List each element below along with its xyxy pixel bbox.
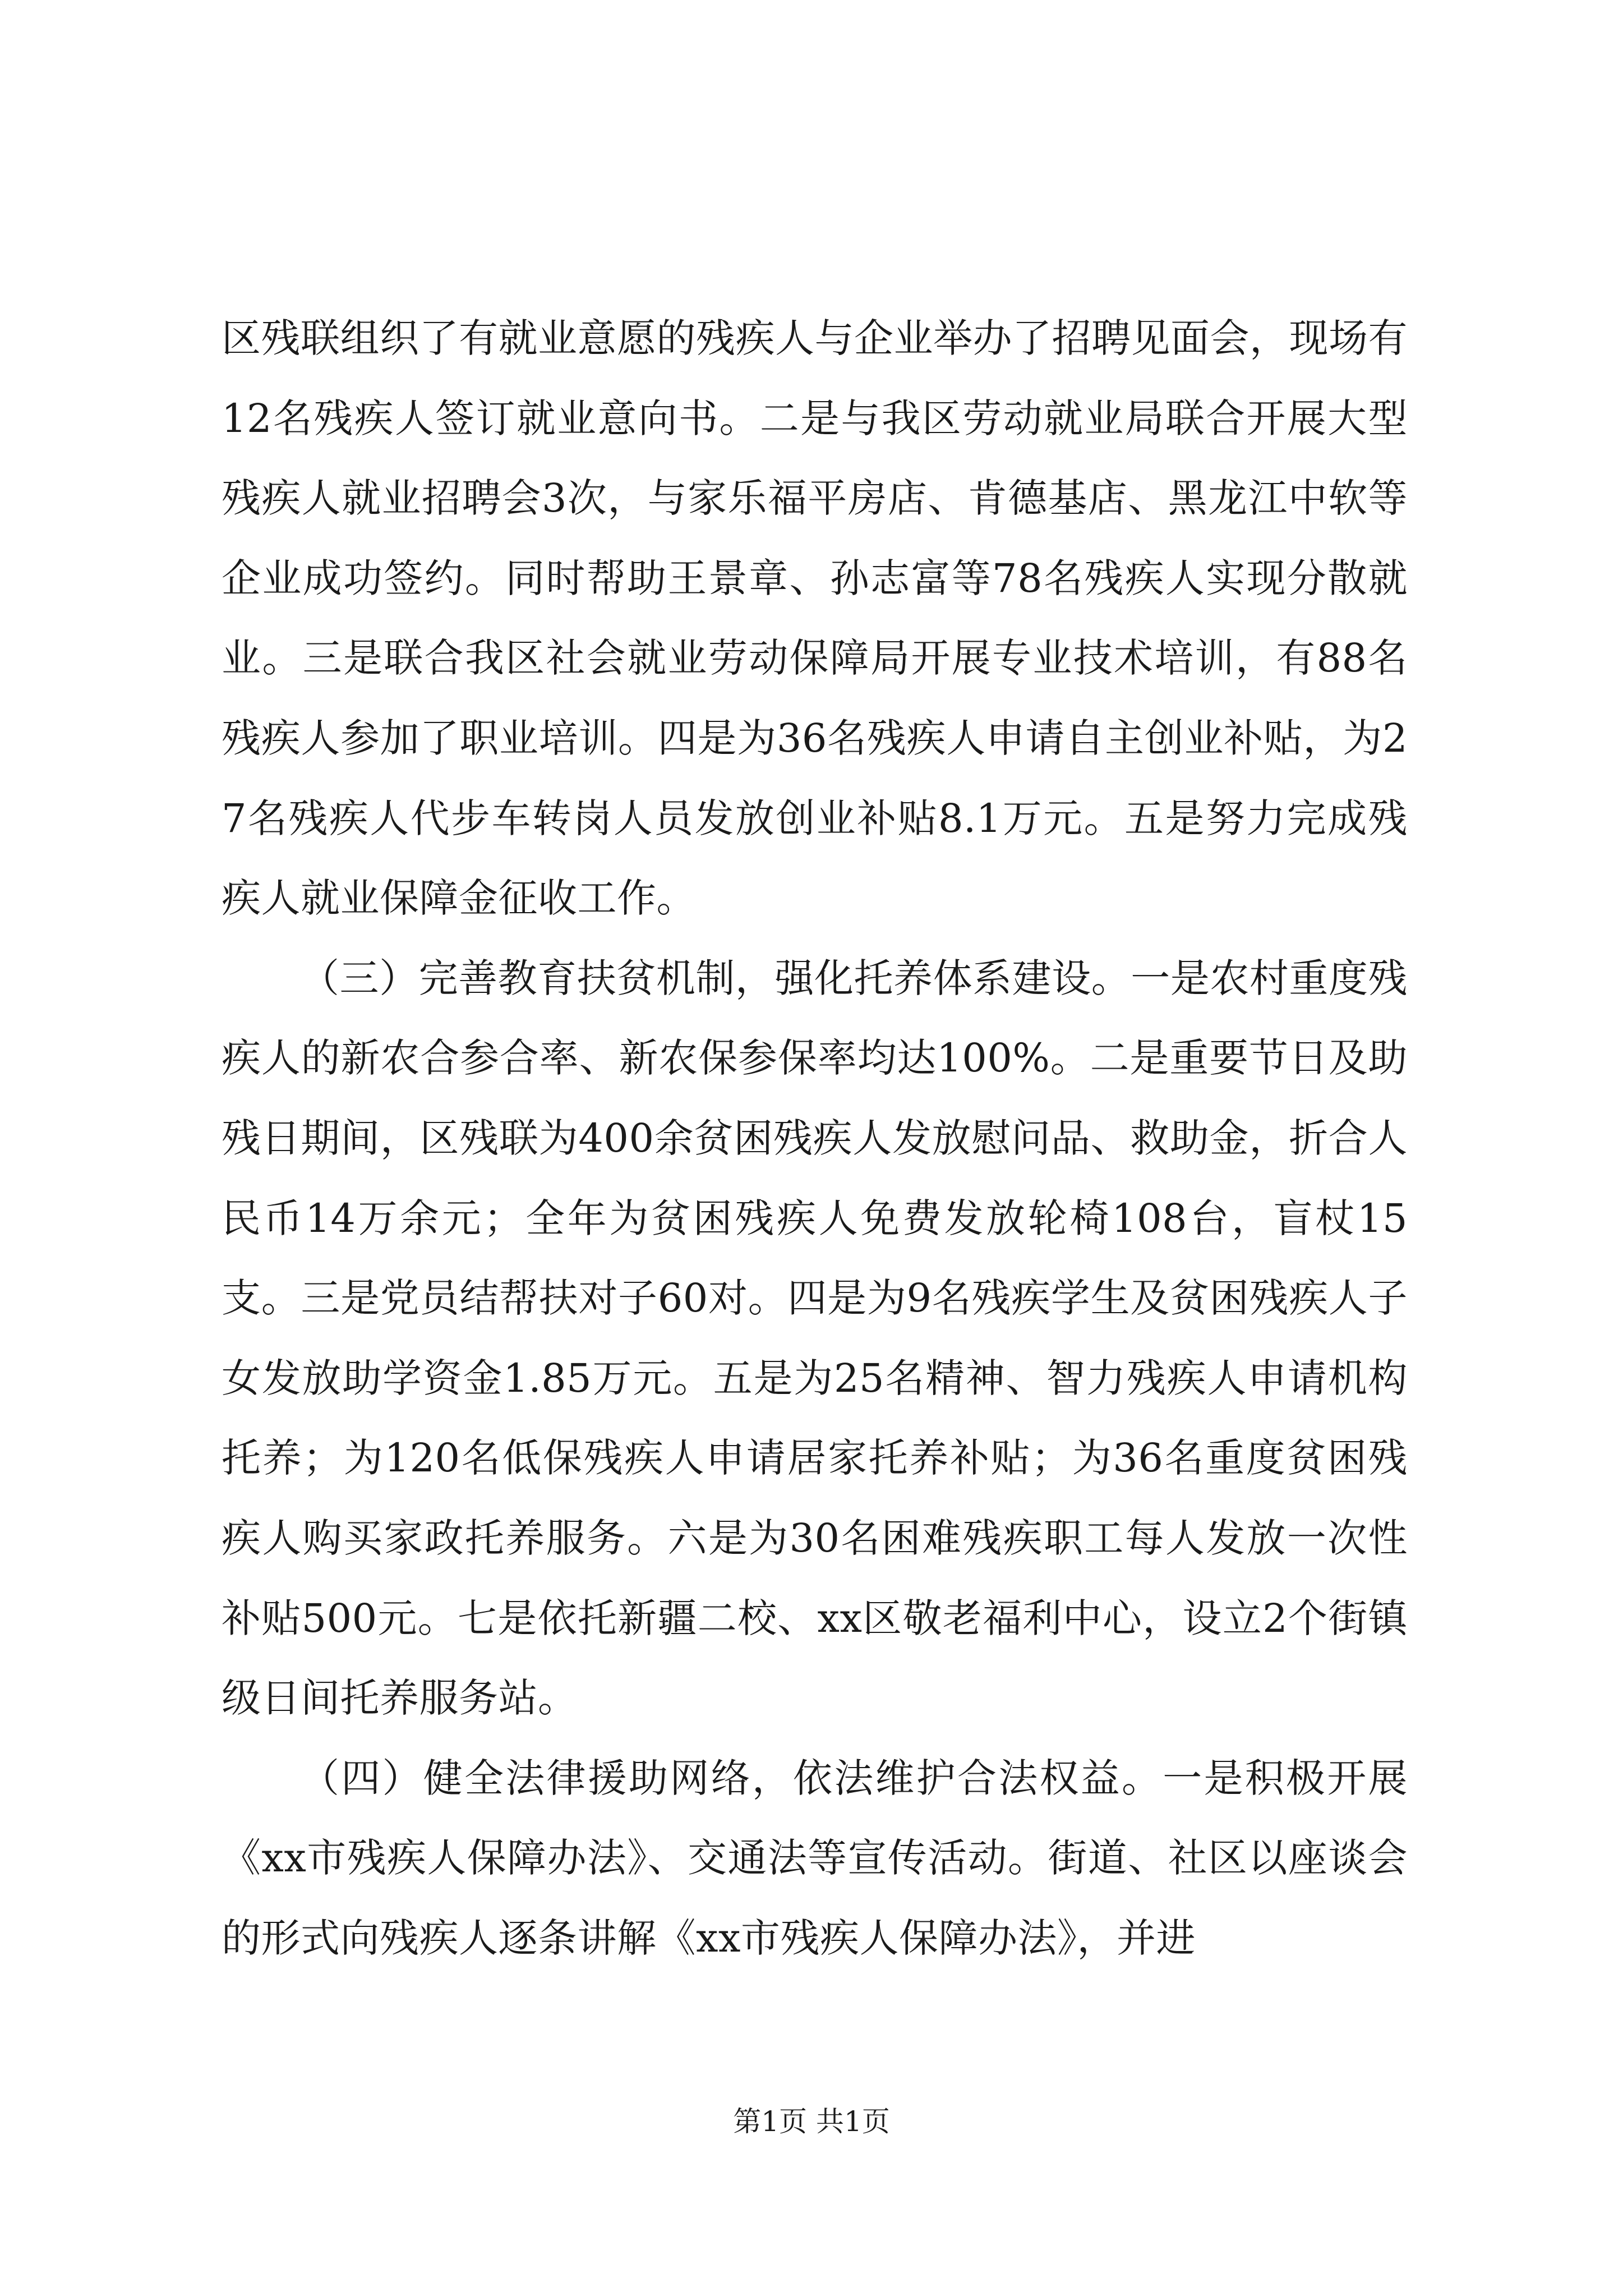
document-body bbox=[222, 298, 1408, 1978]
page-footer: 第1页 共1页 bbox=[733, 2105, 890, 2138]
paragraph-2: （三）完善教育扶贫机制，强化托养体系建设。一是农村重度残疾人的新农合参合率、新农保参保率均达100%。二是重要节日及助残日期间，区残联为400余贫困残疾人发放慰问品、救助金，折合人民币14万余元；全年为贫困残疾人免费发放轮椅108台，盲杖15支。三是党员结帮扶对子60对。四是为9名残疾学生及贫困残疾人子女发放助学资金1.85万元。五是为25名精神、智力残疾人申请机构托养；为120名低保残疾人申请居家托养补贴；为36名重度贫困残疾人购买家政托养服务。六是为30名困难残疾职工每人发放一次性补贴500元。七是依托新疆二校、xx区敬老福利中心，设立2个街镇级日间托养服务站。 bbox=[222, 955, 1408, 1722]
paragraph-1: 区残联组织了有就业意愿的残疾人与企业举办了招聘见面会，现场有12名残疾人签订就业意向书。二是与我区劳动就业局联合开展大型残疾人就业招聘会3次，与家乐福平房店、肯德基店、黑龙江中软等企业成功签约。同时帮助王景章、孙志富等78名残疾人实现分散就业。三是联合我区社会就业劳动保障局开展专业技术培训，有88名残疾人参加了职业培训。四是为36名残疾人申请自主创业补贴，为27名残疾人代步车转岗人员发放创业补贴8.1万元。五是努力完成残疾人就业保障金征收工作。 bbox=[222, 315, 1408, 922]
paragraph-3: （四）健全法律援助网络，依法维护合法权益。一是积极开展《xx市残疾人保障办法》、交通法等宣传活动。街道、社区以座谈会的形式向残疾人逐条讲解《xx市残疾人保障办法》，并进 bbox=[222, 1755, 1408, 1961]
